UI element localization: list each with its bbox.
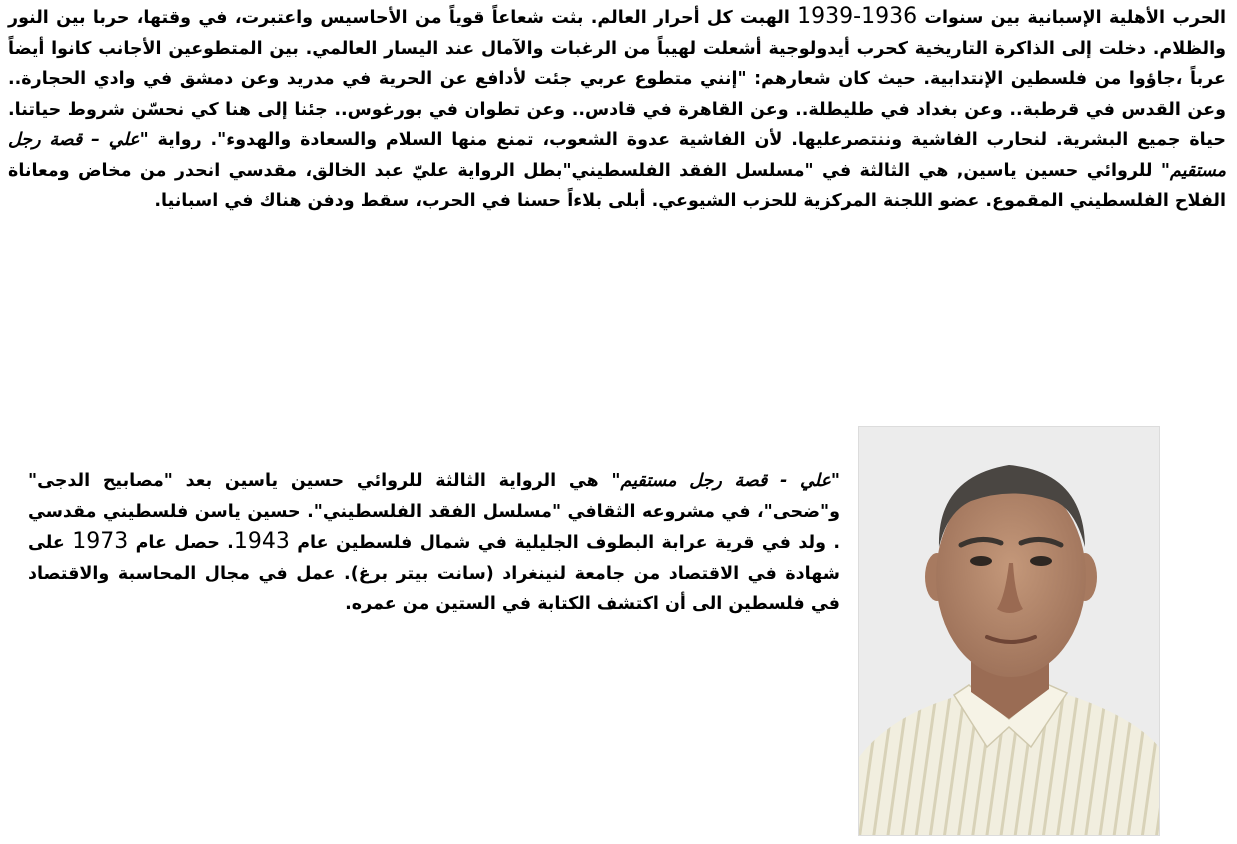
portrait-right-eye [1030, 556, 1052, 566]
birth-year: 1943 [233, 529, 290, 554]
portrait-left-eye [970, 556, 992, 566]
intro-text-part2: الهبت كل أحرار العالم. بثت شعاعاً قوياً من الأحاسيس واعتبرت، في وقتها، حربا بين النور والظلام. دخلت إلى الذاكرة التاريخية كحرب أيدولوجية أشعلت لهيباً من الرغبات والآمال عند اليسار العالمي. بين المتطوعين الأجانب كانوا أيضاً عرباً ،جاؤوا من فلسطين الإنتدابية. حيث كان شعارهم: "إنني متطوع عربي جئت لأدافع عن الحرية في مدريد وعن دمشق في وادي الحجارة.. وعن القدس في قرطبة.. وعن بغداد في طليطلة.. وعن القاهرة في قادس.. وعن تطوان في بورغوس.. جئنا إلى هنا كي نحسّن شروط حياتنا. حياة جميع البشرية. لنحارب الفاشية وننتصرعليها. لأن الفاشية عدوة الشعوب، تمنع منها السلام والسعادة والهدوء". رواية [8, 8, 1226, 150]
intro-paragraph [8, 2, 1226, 217]
novel-title: "علي – قصة رجل مستقيم" [8, 130, 1226, 181]
intro-text-part3: للروائي حسين ياسين, هي الثالثة في "مسلسل الفقد الفلسطيني"بطل الرواية عليّ عبد الخالق، مقدسي انحدر من مخاض ومعاناة الفلاح الفلسطيني المقموع. عضو اللجنة المركزية للحزب الشيوعي. أبلى بلاءاً حسنا في الحرب، سقط ودفن هناك في اسبانيا. [8, 160, 1226, 211]
war-years: 1936-1939 [797, 4, 918, 29]
bio-text-part1: هي الرواية الثالثة للروائي حسين ياسين بعد "مصابيح الدجى" و"ضحى"، في مشروعه الثقافي "مسلسل الفقد الفلسطيني". حسين ياسن فلسطيني مقدسي . ولد في قرية عرابة البطوف الجليلية في شمال فلسطين عام [28, 471, 840, 553]
intro-text-part1: الحرب الأهلية الإسبانية بين سنوات [917, 8, 1226, 28]
degree-year: 1973 [72, 529, 129, 554]
bio-novel-title: "علي - قصة رجل مستقيم" [611, 471, 840, 491]
bio-text-part3: على شهادة في الاقتصاد من جامعة لنينغراد (سانت بيتر برغ). عمل في مجال المحاسبة والاقتصاد في فلسطين الى أن اكتشف الكتابة في الستين من عمره. [28, 533, 840, 614]
bio-text-part2: . حصل عام [128, 533, 234, 553]
author-portrait-drawing [859, 427, 1159, 835]
author-bio-paragraph [28, 466, 840, 620]
author-portrait-photo [858, 426, 1160, 836]
